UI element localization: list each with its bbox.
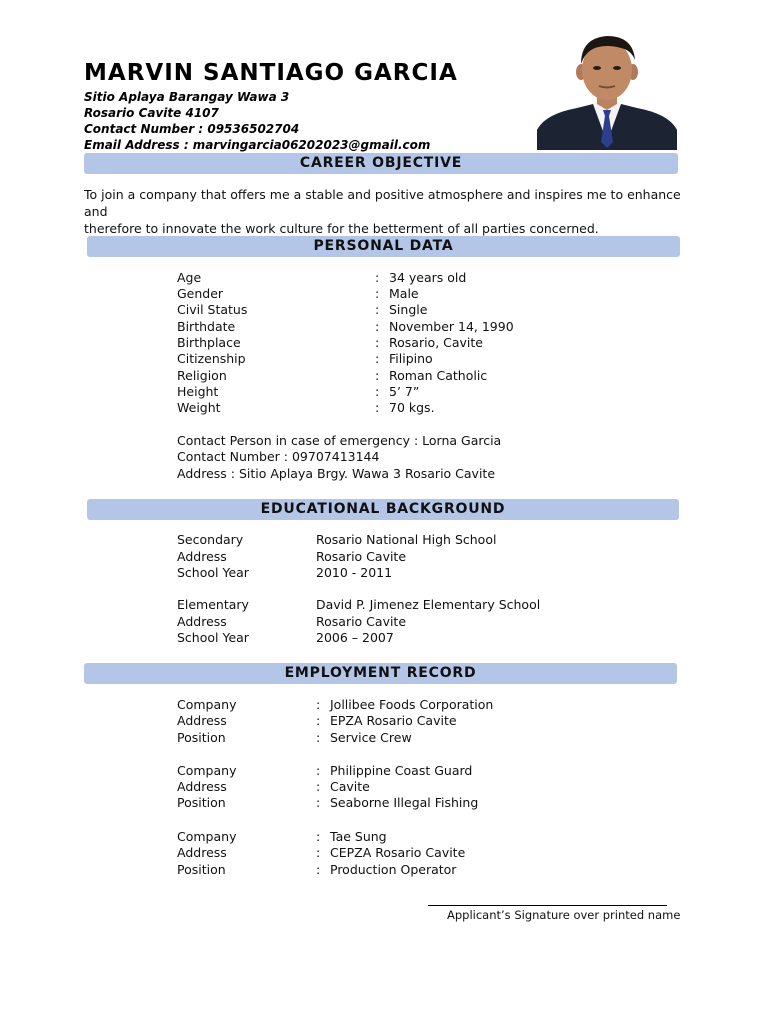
applicant-name: MARVIN SANTIAGO GARCIA <box>84 60 458 86</box>
personal-label: Birthplace <box>177 335 241 350</box>
education-value: Rosario National High School <box>316 532 497 547</box>
employment-separator: : <box>316 763 321 778</box>
address-line-1: Sitio Aplaya Barangay Wawa 3 <box>84 90 290 104</box>
personal-label: Gender <box>177 286 224 301</box>
education-value: Rosario Cavite <box>316 549 407 564</box>
email-address: Email Address : marvingarcia06202023@gmail.com <box>84 138 431 152</box>
personal-separator: : <box>375 286 380 301</box>
personal-separator: : <box>375 319 380 334</box>
employment-label: Company <box>177 829 237 844</box>
employment-separator: : <box>316 730 321 745</box>
signature-label: Applicant’s Signature over printed name <box>447 908 681 922</box>
employment-value: Tae Sung <box>330 829 387 844</box>
objective-line-2: therefore to innovate the work culture for the betterment of all parties concerned. <box>84 221 599 236</box>
employment-separator: : <box>316 779 321 794</box>
education-label: Elementary <box>177 597 249 612</box>
education-value: 2006 – 2007 <box>316 630 394 645</box>
employment-label: Company <box>177 763 237 778</box>
employment-separator: : <box>316 795 321 810</box>
employment-label: Address <box>177 845 227 860</box>
personal-value: Male <box>389 286 419 301</box>
employment-label: Position <box>177 862 226 877</box>
education-value: Rosario Cavite <box>316 614 407 629</box>
personal-value: Roman Catholic <box>389 368 488 383</box>
signature-line <box>428 905 667 906</box>
emergency-contact-person: Contact Person in case of emergency : Lorna Garcia <box>177 433 502 448</box>
personal-label: Citizenship <box>177 351 246 366</box>
employment-label: Position <box>177 795 226 810</box>
personal-value: 70 kgs. <box>389 400 435 415</box>
education-label: School Year <box>177 565 249 580</box>
employment-separator: : <box>316 829 321 844</box>
personal-separator: : <box>375 368 380 383</box>
employment-separator: : <box>316 845 321 860</box>
personal-label: Religion <box>177 368 227 383</box>
education-value: David P. Jimenez Elementary School <box>316 597 541 612</box>
personal-separator: : <box>375 351 380 366</box>
objective-line-1: To join a company that offers me a stable and positive atmosphere and inspires me to enhance and <box>84 187 681 219</box>
personal-separator: : <box>375 270 380 285</box>
personal-label: Civil Status <box>177 302 248 317</box>
education-value: 2010 - 2011 <box>316 565 393 580</box>
personal-label: Weight <box>177 400 221 415</box>
education-label: School Year <box>177 630 249 645</box>
contact-number: Contact Number : 09536502704 <box>84 122 300 136</box>
personal-label: Height <box>177 384 219 399</box>
education-label: Address <box>177 614 227 629</box>
emergency-contact-number: Contact Number : 09707413144 <box>177 449 380 464</box>
section-personal-data: PERSONAL DATA <box>87 236 680 257</box>
portrait-icon <box>537 30 677 150</box>
section-employment-record: EMPLOYMENT RECORD <box>84 663 677 684</box>
employment-value: Service Crew <box>330 730 412 745</box>
personal-value: 5’ 7” <box>389 384 420 399</box>
personal-separator: : <box>375 335 380 350</box>
career-objective-text <box>84 186 684 237</box>
employment-value: Jollibee Foods Corporation <box>330 697 494 712</box>
employment-separator: : <box>316 713 321 728</box>
employment-value: Production Operator <box>330 862 457 877</box>
emergency-contact-address: Address : Sitio Aplaya Brgy. Wawa 3 Rosario Cavite <box>177 466 496 481</box>
section-educational-background: EDUCATIONAL BACKGROUND <box>87 499 679 520</box>
section-career-objective: CAREER OBJECTIVE <box>84 153 678 174</box>
address-line-2: Rosario Cavite 4107 <box>84 106 219 120</box>
personal-value: Single <box>389 302 428 317</box>
employment-value: CEPZA Rosario Cavite <box>330 845 466 860</box>
personal-separator: : <box>375 302 380 317</box>
personal-value: Rosario, Cavite <box>389 335 484 350</box>
employment-value: Philippine Coast Guard <box>330 763 473 778</box>
employment-value: Cavite <box>330 779 370 794</box>
employment-label: Company <box>177 697 237 712</box>
personal-value: 34 years old <box>389 270 467 285</box>
employment-separator: : <box>316 862 321 877</box>
education-label: Secondary <box>177 532 244 547</box>
employment-value: Seaborne Illegal Fishing <box>330 795 479 810</box>
personal-value: Filipino <box>389 351 433 366</box>
personal-label: Birthdate <box>177 319 236 334</box>
employment-value: EPZA Rosario Cavite <box>330 713 457 728</box>
personal-value: November 14, 1990 <box>389 319 514 334</box>
employment-label: Address <box>177 713 227 728</box>
education-label: Address <box>177 549 227 564</box>
employment-separator: : <box>316 697 321 712</box>
personal-separator: : <box>375 384 380 399</box>
personal-label: Age <box>177 270 202 285</box>
applicant-photo <box>537 30 677 150</box>
employment-label: Address <box>177 779 227 794</box>
personal-separator: : <box>375 400 380 415</box>
employment-label: Position <box>177 730 226 745</box>
